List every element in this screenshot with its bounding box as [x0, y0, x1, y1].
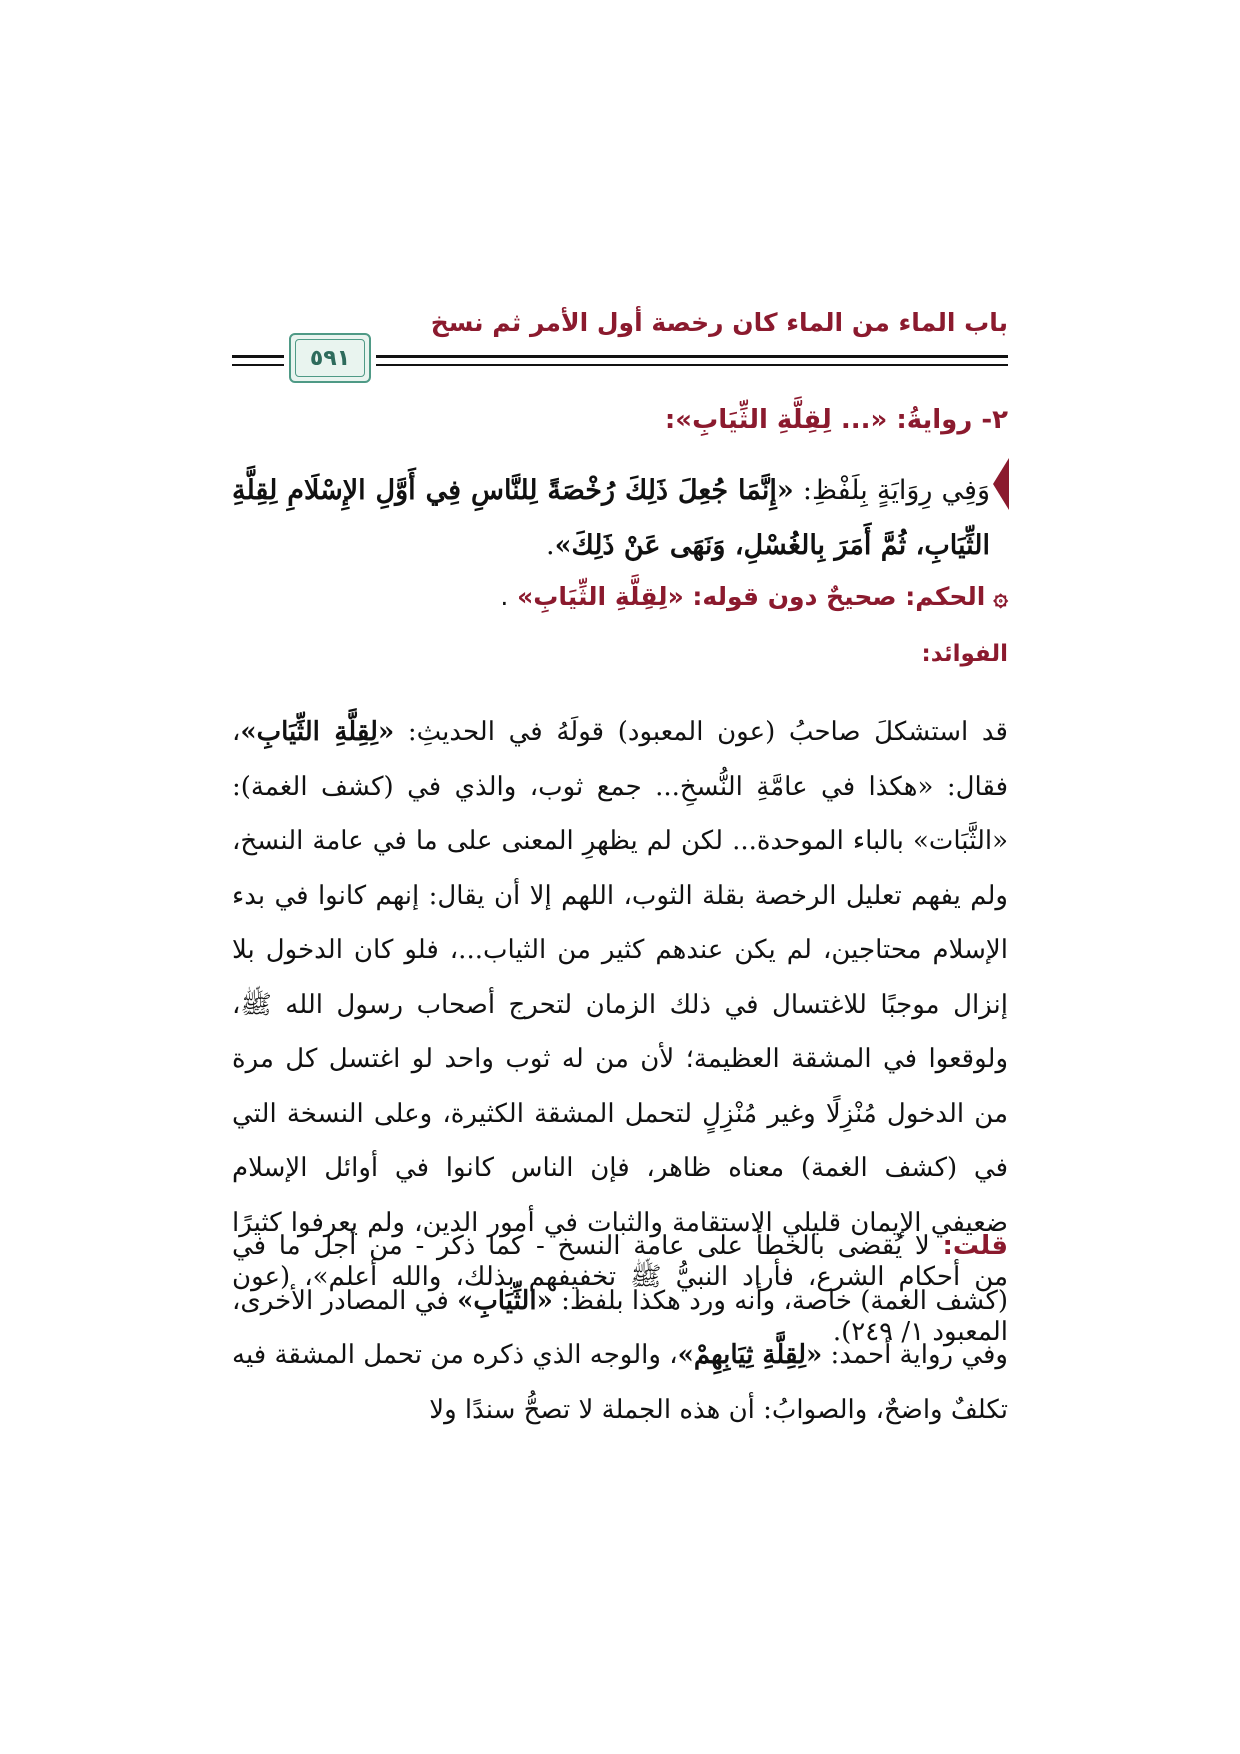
hadith-ruling	[232, 582, 1008, 611]
section-heading: ٢- روايةُ: «... لِقِلَّةِ الثِّيَابِ»:	[664, 405, 1008, 435]
ruling-ornament-icon: ۞	[993, 582, 1008, 611]
ruling-end: .	[500, 582, 509, 611]
narration-marker-icon	[993, 458, 1009, 510]
note-text-b: في المصادر الأخرى، وفي رواية أحمد:	[232, 1285, 1008, 1370]
benefits-heading: الفوائد:	[921, 641, 1008, 667]
note-quote-2: «لِقِلَّةِ ثِيَابِهِمْ»	[677, 1340, 823, 1370]
author-note-paragraph	[232, 1219, 1008, 1437]
header-rule-left-bottom	[232, 364, 284, 366]
page-number-badge	[289, 333, 371, 383]
chapter-header-title: باب الماء من الماء كان رخصة أول الأمر ثم نسخ	[430, 308, 1008, 337]
header-rule-bottom	[376, 364, 1008, 366]
page-number: ٥٩١	[309, 345, 351, 371]
narration-quote: «إِنَّمَا جُعِلَ ذَلِكَ رُخْصَةً لِلنَّاسِ فِي أَوَّلِ الإِسْلَامِ لِقِلَّةِ الثِّيَابِ، ثُمَّ أَمَرَ بِالغُسْلِ، وَنَهَى عَنْ ذَلِكَ»	[232, 475, 990, 561]
paragraph-text-b: ، فقال: «هكذا في عامَّةِ النُّسخِ... جمع ثوب، والذي في (كشف الغمة): «الثَّبَات» بالباء الموحدة... لكن لم يظهرِ المعنى على ما في عامة النسخ، ولم يفهم تعليل الرخصة بقلة الثوب، اللهم إلا أن يقال: إنهم كانوا في بدء الإسلام محتاجين، لم يكن عندهم كثير من الثياب...، فلو كان الدخول بلا إنزال موجبًا للاغتسال في ذلك الزمان لتحرج أصحاب رسول الله ﷺ، ولوقعوا في المشقة العظيمة؛ لأن من له ثوب واحد لو اغتسل كل مرة من الدخول مُنْزِلًا وغير مُنْزِلٍ لتحمل المشقة الكثيرة، وعلى النسخة التي في (كشف الغمة) معناه ظاهر، فإن الناس كانوا في أوائل الإسلام ضعيفي الإيمان قليلي الاستقامة والثبات في أمور الدين، ولم يعرفوا كثيرًا من أحكام الشرع، فأراد النبيُّ ﷺ تخفيفهم بذلك، والله أعلم»، (عون المعبود ١/ ٢٤٩).	[232, 717, 1008, 1347]
narration-text	[232, 463, 990, 573]
note-quote-1: «الثِّيَابِ»	[457, 1285, 553, 1316]
header-rule-top	[376, 355, 1008, 358]
header-rule-left-top	[232, 355, 284, 358]
note-text-c: ، والوجه الذي ذكره من تحمل المشقة فيه تكلفٌ واضحٌ، والصوابُ: أن هذه الجملة لا تصحُّ سندًا ولا	[232, 1340, 1008, 1425]
note-text-a: لا يُقضى بالخطأ على عامة النسخ - كما ذكر - من أجل ما في (كشف الغمة) خاصة، وأنه ورد هكذا بلفظ:	[232, 1231, 1008, 1316]
paragraph-text-a: قد استشكلَ صاحبُ (عون المعبود) قولَهُ في الحديثِ:	[394, 717, 1008, 747]
narration-intro: وَفِي رِوَايَةٍ بِلَفْظِ:	[793, 475, 990, 506]
narration-end: .	[545, 530, 555, 561]
paragraph-quote: «لِقِلَّةِ الثِّيَابِ»	[240, 717, 395, 747]
ruling-text: الحكم: صحيحٌ دون قوله: «لِقِلَّةِ الثِّيَابِ»	[517, 582, 986, 611]
note-label: قلت:	[942, 1231, 1008, 1261]
